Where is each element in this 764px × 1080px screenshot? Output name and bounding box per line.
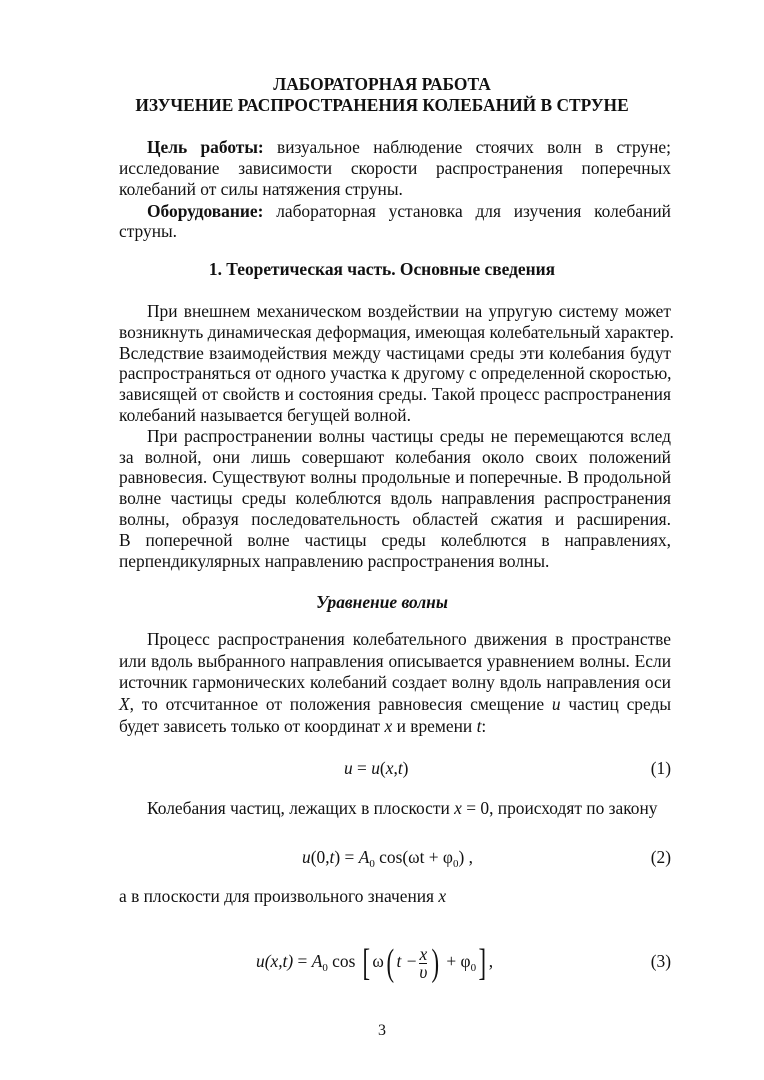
section-heading: 1. Теоретическая часть. Основные сведения — [208, 259, 556, 279]
italic-symbol: x — [438, 886, 447, 906]
text-segment: : — [481, 715, 487, 736]
text-line — [119, 672, 671, 694]
text-segment: возникнуть динамическая деформация, имеющая колебательный характер. — [119, 321, 674, 342]
equation-2 — [302, 846, 473, 875]
text-segment: равновесия. Существуют волны продольные и поперечные. В продольной — [119, 467, 671, 488]
italic-symbol: X — [119, 694, 130, 715]
text-segment: ) — [402, 758, 409, 778]
text-segment: При внешнем механическом воздействии на упругую систему может — [147, 301, 671, 321]
eq3-numerator: x — [419, 943, 428, 964]
text-segment: или вдоль выбранного направления описывается уравнением волны. Если — [119, 650, 671, 671]
title-line-1: ЛАБОРАТОРНАЯ РАБОТА — [273, 74, 491, 94]
text-line — [119, 343, 671, 364]
text-segment: колебаний называется бегущей волной. — [119, 404, 411, 425]
text-line — [119, 301, 671, 322]
text-segment: , — [393, 758, 398, 778]
equation-1 — [344, 757, 408, 779]
text-line — [119, 384, 671, 405]
text-segment: зависящей от свойств и состояния среды. Такой процесс распространения — [119, 384, 671, 405]
text-segment: распространяться от одного участка к другому с определенной скоростью, — [119, 363, 672, 384]
text-line — [119, 530, 671, 551]
text-segment: исследование зависимости скорости распространения поперечных — [119, 157, 671, 178]
text-segment: ( — [379, 758, 386, 778]
text-segment: Вследствие взаимодействия между частицами среды эти колебания будут — [119, 342, 671, 363]
text-segment: и времени — [392, 715, 477, 736]
text-segment: = — [352, 758, 372, 778]
equation-1-number: (1) — [650, 758, 671, 778]
text-segment: колебаний от силы натяжения струны. — [119, 178, 403, 199]
text-segment: перпендикулярных направлению распространения волны. — [119, 550, 550, 571]
text-line — [119, 798, 671, 819]
text-segment: (0, — [310, 847, 330, 867]
text-line — [119, 694, 671, 716]
italic-symbol: u — [551, 694, 561, 715]
text-line — [119, 716, 671, 738]
eq3-omega: ω — [372, 951, 384, 971]
eq3-amp-sub: 0 — [322, 962, 328, 974]
eq3-equals: = — [293, 951, 312, 971]
text-line — [119, 321, 674, 343]
italic-symbol: x — [454, 798, 462, 818]
text-segment: ) = — [334, 847, 359, 867]
equation-2-number: (2) — [650, 847, 671, 867]
italic-symbol: x — [385, 758, 394, 778]
text-segment: В поперечной волне частицы среды колеблются в направлениях, — [119, 529, 671, 550]
text-segment: волне частицы среды колеблются вдоль направления распространения — [119, 488, 671, 509]
title-line-2: ИЗУЧЕНИЕ РАСПРОСТРАНЕНИЯ КОЛЕБАНИЙ В СТРУНЕ — [135, 95, 629, 115]
text-segment: = 0, происходят по закону — [461, 798, 658, 818]
text-line — [119, 221, 671, 242]
right-paren: ) — [431, 942, 440, 984]
equation-3-number: (3) — [650, 951, 671, 971]
text-segment: струны. — [119, 221, 178, 242]
paragraph-5 — [119, 886, 671, 907]
italic-symbol: u — [371, 758, 380, 778]
paragraph-4 — [119, 798, 671, 819]
text-line — [119, 137, 671, 158]
text-segment: источник гармонических колебаний создает волну вдоль направления оси — [119, 672, 671, 693]
italic-symbol: t — [476, 715, 482, 736]
text-segment: за волной, они лишь совершают колебания около своих положений — [119, 446, 671, 467]
italic-symbol: u — [344, 758, 353, 778]
text-segment: 0 — [369, 858, 375, 870]
text-line — [119, 179, 671, 200]
italic-symbol: u — [302, 847, 311, 867]
eq3-amplitude: A — [311, 951, 323, 971]
eq3-phase: + φ — [442, 951, 471, 971]
text-line — [119, 158, 671, 179]
right-bracket: ] — [478, 942, 487, 984]
eq3-denominator: υ — [419, 961, 428, 982]
text-line — [119, 551, 671, 572]
bold-label: Цель работы: — [147, 137, 264, 157]
text-line — [119, 509, 671, 530]
text-line — [119, 405, 671, 426]
bold-label: Оборудование: — [147, 200, 264, 221]
text-segment: 0 — [452, 858, 459, 870]
italic-symbol: t — [397, 758, 403, 778]
text-segment: а в плоскости для произвольного значения — [119, 886, 439, 906]
page-number: 3 — [378, 1022, 386, 1039]
italic-symbol: t — [329, 847, 335, 867]
text-segment: При распространении волны частицы среды не перемещаются вслед — [147, 425, 671, 446]
eq3-lhs: u(x,t) — [256, 951, 294, 971]
italic-symbol: A — [358, 847, 370, 867]
paragraph-2 — [119, 426, 671, 572]
text-line — [119, 651, 671, 673]
equation-3 — [256, 935, 493, 994]
text-line — [119, 488, 671, 509]
text-segment: визуальное наблюдение стоячих волн в струне; — [263, 137, 671, 157]
subheading: Уравнение волны — [316, 592, 448, 612]
eq3-phase-sub: 0 — [470, 962, 477, 974]
text-segment: лабораторная установка для изучения колебаний — [263, 200, 671, 221]
eq3-cos: cos — [327, 951, 356, 971]
text-segment: волны, образуя последовательность областей сжатия и расширения. — [119, 508, 671, 529]
paragraph-1 — [119, 301, 674, 426]
eq3-comma: , — [488, 951, 494, 971]
text-segment: Колебания частиц, лежащих в плоскости — [147, 798, 455, 818]
text-segment: частиц среды — [560, 694, 672, 715]
text-line — [119, 886, 671, 907]
text-line — [119, 363, 671, 384]
left-paren: ( — [386, 942, 394, 984]
text-line — [119, 426, 671, 447]
text-segment: cos(ωt + φ — [374, 847, 453, 867]
text-segment: , то отсчитанное от положения равновесия смещение — [129, 694, 552, 715]
goal-paragraph — [119, 137, 671, 199]
eq3-fraction — [419, 943, 428, 982]
text-line — [119, 201, 671, 222]
text-segment: Процесс распространения колебательного движения в пространстве — [147, 629, 671, 649]
document-title — [0, 74, 764, 116]
equipment-paragraph — [119, 201, 671, 243]
eq3-t-minus: t − — [396, 951, 418, 971]
text-segment: ) , — [458, 847, 473, 867]
text-line — [119, 629, 671, 651]
text-line — [119, 467, 671, 488]
left-bracket: [ — [362, 942, 370, 984]
text-line — [119, 447, 671, 468]
text-segment: будет зависеть только от координат — [119, 715, 385, 736]
italic-symbol: x — [384, 715, 393, 736]
paragraph-3 — [119, 629, 671, 737]
